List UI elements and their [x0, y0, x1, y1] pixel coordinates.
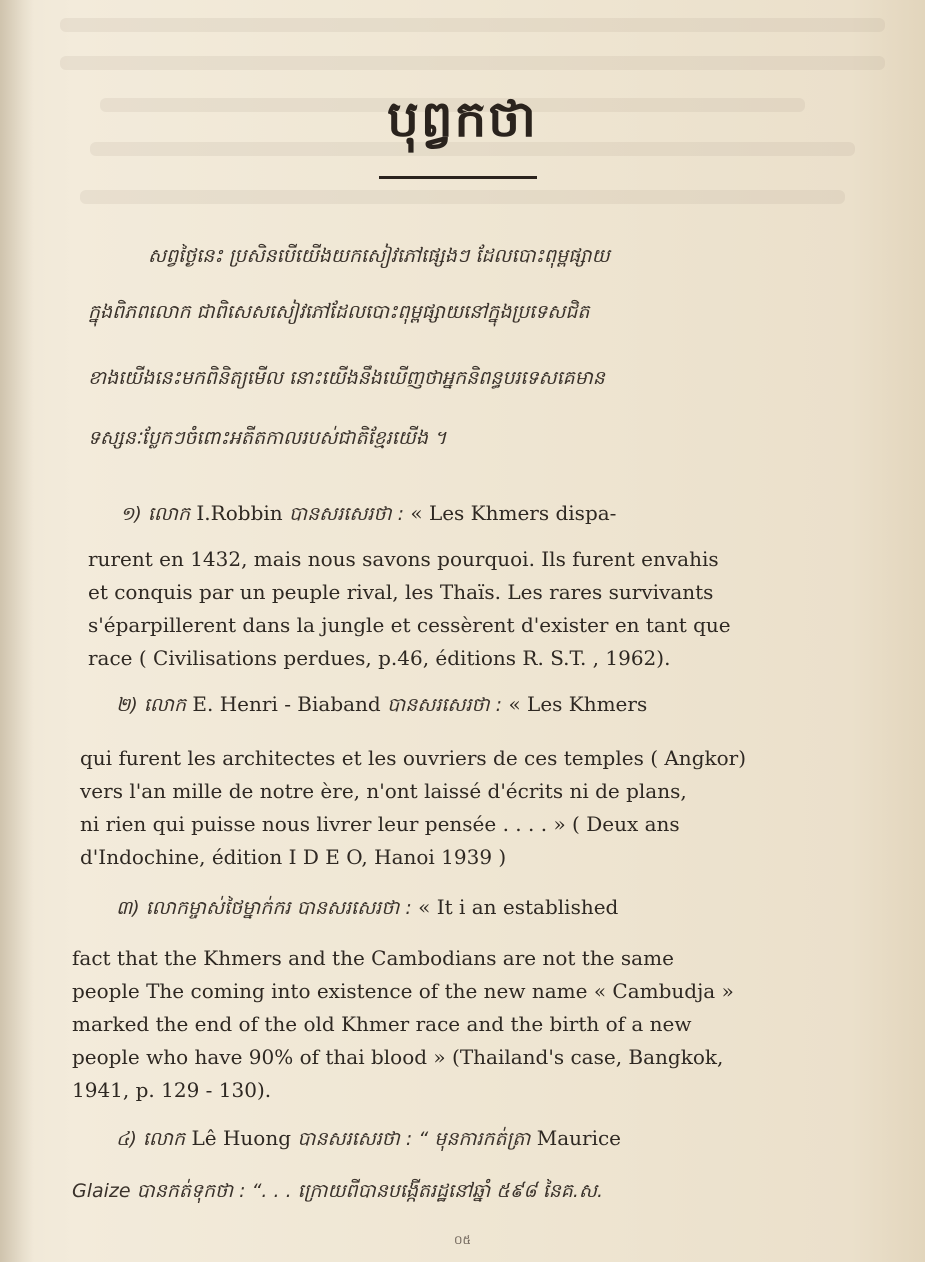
quote-3-line: people who have 90% of thai blood » (Thailand's case, Bangkok,: [72, 1045, 724, 1069]
quote-3-first-text: « It i an established: [418, 895, 619, 919]
quote-3-line: marked the end of the old Khmer race and the birth of a new: [72, 1012, 692, 1036]
quote-1-line: rurent en 1432, mais nous savons pourquoi. Ils furent envahis: [88, 547, 719, 571]
quote-1-number: ១) លោក: [120, 503, 191, 525]
quote-2-line: d'Indochine, édition I D E O, Hanoi 1939 ): [80, 845, 507, 869]
quote-2-number: ២) លោក: [116, 694, 187, 716]
intro-line: ក្នុងពិភពលោក ជាពិសេសសៀវភៅដែលបោះពុម្ពផ្សាយនៅក្នុងប្រទេសជិត: [88, 301, 590, 323]
quote-3-said: បានសរសេរថា :: [296, 897, 412, 919]
quote-4-said: បានសរសេរថា : “ មុនការកត់ត្រា: [297, 1128, 531, 1150]
quote-2-line: vers l'an mille de notre ère, n'ont laissé d'écrits ni de plans,: [80, 779, 687, 803]
quote-2-lead: [116, 690, 647, 719]
quote-1-author: I.Robbin: [196, 501, 283, 525]
quote-2-first-text: « Les Khmers: [508, 692, 648, 716]
intro-line: ខាងយើងនេះមកពិនិត្យមើល នោះយើងនឹងឃើញថាអ្នកនិពន្ធបរទេសគេមាន: [88, 367, 605, 389]
page-number: ០៥: [454, 1233, 471, 1247]
bleed-through-shadow: [60, 18, 885, 32]
quote-3-line: people The coming into existence of the new name « Cambudja »: [72, 979, 734, 1003]
title-underline: [379, 176, 537, 179]
bleed-through-shadow: [60, 56, 885, 70]
quote-3-line: 1941, p. 129 - 130).: [72, 1078, 272, 1102]
page-title: បុព្វកថា: [387, 89, 538, 148]
quote-1-line: et conquis par un peuple rival, les Thaïs. Les rares survivants: [88, 580, 714, 604]
quote-4-first-text: Maurice: [536, 1126, 622, 1150]
quote-2-line: ni rien qui puisse nous livrer leur pensée . . . . » ( Deux ans: [80, 812, 680, 836]
quote-1-lead: [120, 499, 616, 528]
quote-2-line: qui furent les architectes et les ouvriers de ces temples ( Angkor): [80, 746, 747, 770]
bleed-through-shadow: [80, 190, 845, 204]
quote-2-said: បានសរសេរថា :: [387, 694, 503, 716]
quote-3-lead: [116, 893, 618, 922]
quote-4-number: ៤) លោក: [116, 1128, 186, 1150]
scan-bottom-margin: [0, 1262, 925, 1284]
quote-1-said: បានសរសេរថា :: [289, 503, 404, 525]
quote-2-author: E. Henri - Biaband: [192, 692, 381, 716]
quote-4-author: Lê Huong: [191, 1126, 292, 1150]
quote-3-line: fact that the Khmers and the Cambodians are not the same: [72, 946, 674, 970]
intro-line: សព្វថ្ងៃនេះ ប្រសិនបើយើងយកសៀវភៅផ្សេងៗ ដែលបោះពុម្ពផ្សាយ: [148, 245, 610, 267]
quote-1-line: s'éparpillerent dans la jungle et cessèrent d'exister en tant que: [88, 613, 731, 637]
quote-4-line: Glaize បានកត់ទុកថា : “. . . ក្រោយពីបានបង្កើតរដ្ឋនៅឆ្នាំ ៥៩៨ នៃគ.ស.: [72, 1180, 604, 1202]
quote-3-number: ៣) លោកម្ចាស់ថៃម្នាក់ករ: [116, 897, 291, 919]
intro-line: ទស្សនៈប្លែកៗចំពោះអតីតកាលរបស់ជាតិខ្មែរយើង ។: [88, 427, 447, 449]
quote-1-first-text: « Les Khmers dispa-: [410, 501, 617, 525]
quote-4-lead: [116, 1124, 621, 1153]
quote-1-line: race ( Civilisations perdues, p.46, éditions R. S.T. , 1962).: [88, 646, 671, 670]
